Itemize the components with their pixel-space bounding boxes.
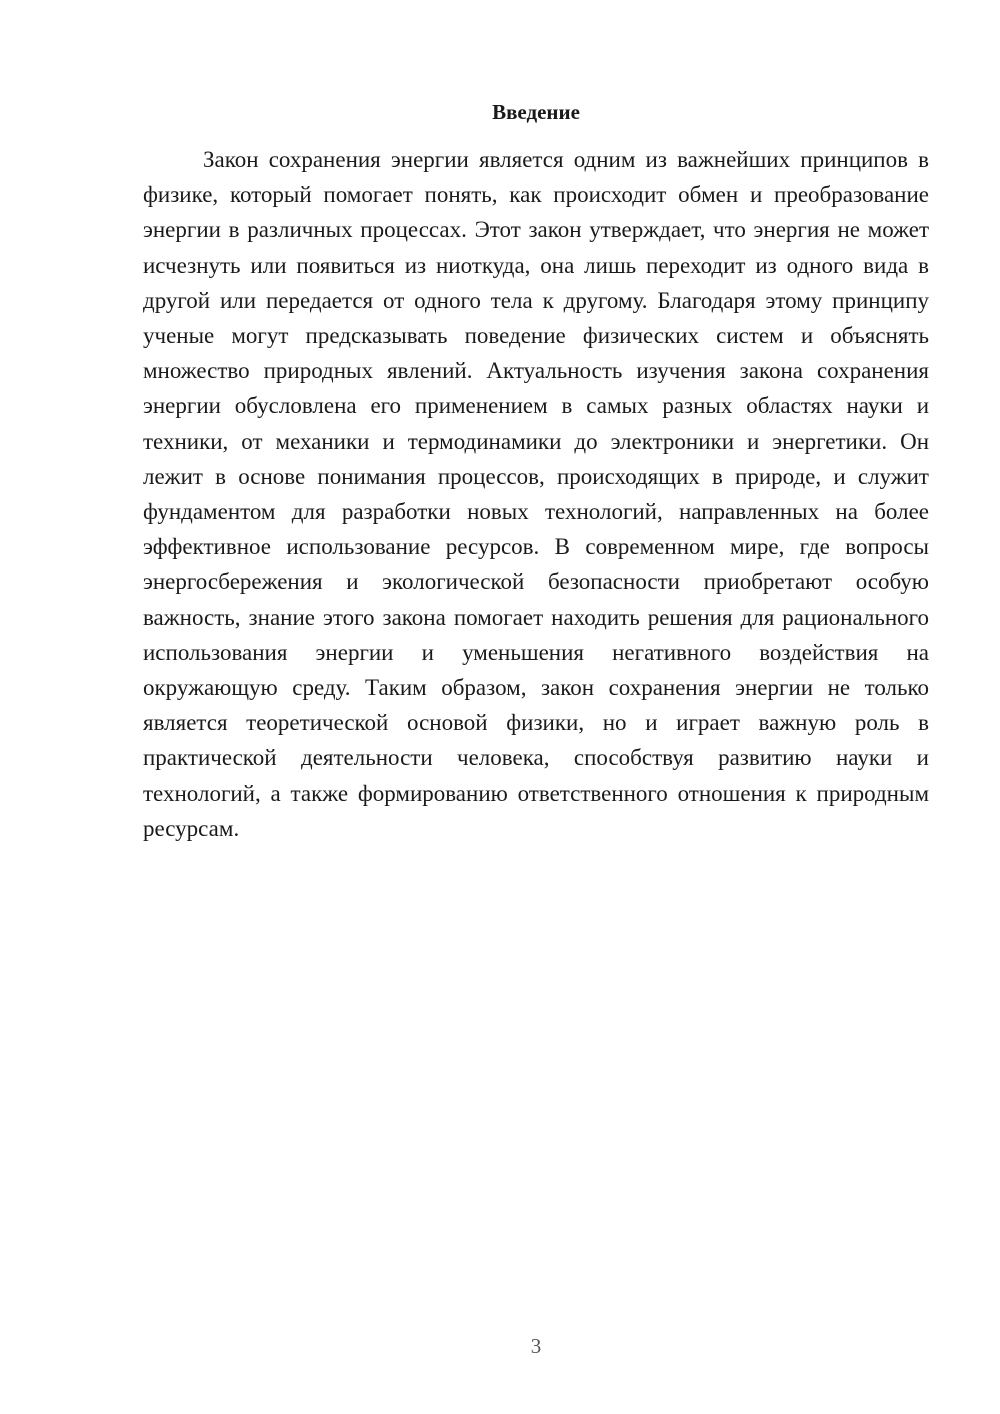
section-title: Введение: [492, 100, 580, 124]
body-paragraph: Закон сохранения энергии является одним из важнейших принципов в физике, который помогает понять, как происходит обмен и преобразование энергии в различных процессах. Этот закон утверждает, что энергия не может исчезнуть или появиться из ниоткуда, она лишь переходит из одного вида в другой или передается от одного тела к другому. Благодаря этому принципу ученые могут предсказывать поведение физических систем и объяснять множество природных явлений. Актуальность изучения закона сохранения энергии обусловлена его применением в самых разных областях науки и техники, от механики и термодинамики до электроники и энергетики. Он лежит в основе понимания процессов, происходящих в природе, и служит фундаментом для разработки новых технологий, направленных на более эффективное использование ресурсов. В современном мире, где вопросы энергосбережения и экологической безопасности приобретают особую важность, знание этого закона помогает находить решения для рационального использования энергии и уменьшения негативного воздействия на окружающую среду. Таким образом, закон сохранения энергии не только является теоретической основой физики, но и играет важную роль в практической деятельности человека, способствуя развитию науки и технологий, а также формированию ответственного отношения к природным ресурсам.: [143, 147, 929, 841]
page-number: 3: [530, 1334, 542, 1358]
